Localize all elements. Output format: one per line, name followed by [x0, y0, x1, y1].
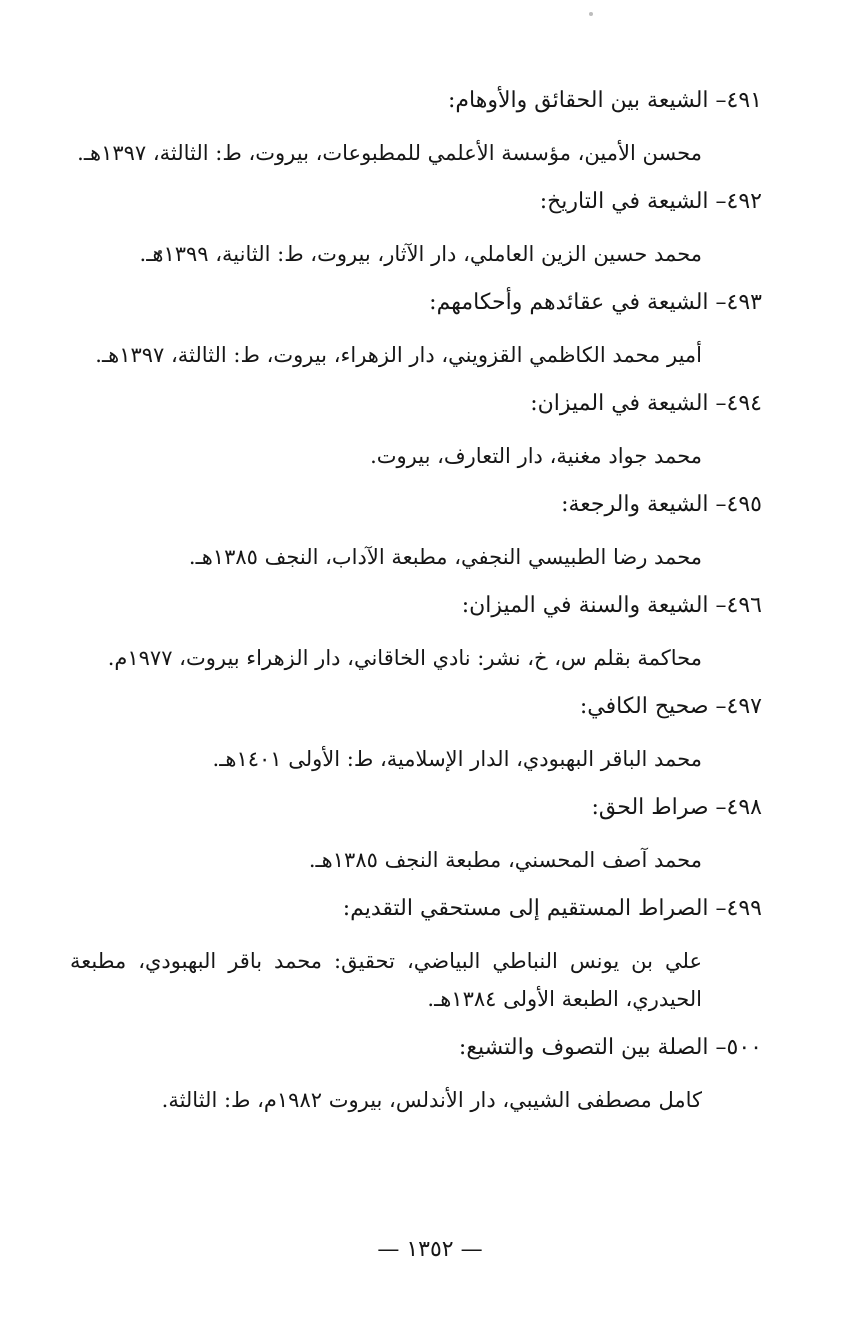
entry-number: ٤٩٥–	[715, 492, 762, 517]
entry-title: الشيعة والرجعة:	[561, 492, 709, 517]
entry-number: ٤٩٣–	[715, 290, 762, 315]
entry-heading	[70, 587, 762, 625]
entry-title: الشيعة في عقائدهم وأحكامهم:	[429, 290, 709, 315]
entry-detail: محسن الأمين، مؤسسة الأعلمي للمطبوعات، بيروت، ط: الثالثة، ١٣٩٧هـ.	[77, 141, 702, 165]
entry-detail: محمد حسين الزين العاملي، دار الآثار، بيروت، ط: الثانية، ١٣٩٩هـ.	[139, 242, 702, 266]
bibliography-entry	[70, 890, 760, 1018]
entry-detail: كامل مصطفى الشيبي، دار الأندلس، بيروت ١٩٨٢م، ط: الثالثة.	[161, 1088, 702, 1112]
bibliography-entry	[70, 385, 760, 475]
bibliography-entry	[70, 82, 760, 172]
entry-number: ٤٩٨–	[715, 795, 762, 820]
bibliography-entry	[70, 688, 760, 778]
entry-number: ٤٩١–	[715, 88, 762, 113]
entry-detail: محمد الباقر البهبودي، الدار الإسلامية، ط: الأولى ١٤٠١هـ.	[212, 747, 702, 771]
entry-title: الصراط المستقيم إلى مستحقي التقديم:	[342, 896, 709, 921]
entry-number: ٤٩٢–	[715, 189, 762, 214]
entry-heading	[70, 82, 762, 120]
bibliography-list	[70, 82, 760, 1130]
entry-heading	[70, 789, 762, 827]
entry-number: ٥٠٠–	[715, 1035, 762, 1060]
bibliography-entry	[70, 486, 760, 576]
entry-heading	[70, 385, 762, 423]
entry-heading	[70, 183, 762, 221]
entry-title: الشيعة في الميزان:	[530, 391, 709, 416]
bibliography-entry	[70, 587, 760, 677]
entry-title: الشيعة والسنة في الميزان:	[461, 593, 709, 618]
entry-title: صحيح الكافي:	[579, 694, 709, 719]
entry-number: ٤٩٩–	[715, 896, 762, 921]
bibliography-entry	[70, 284, 760, 374]
bibliography-entry	[70, 183, 760, 273]
bibliography-entry	[70, 1029, 760, 1119]
entry-title: الشيعة بين الحقائق والأوهام:	[448, 88, 709, 113]
entry-detail: علي بن يونس النباطي البياضي، تحقيق: محمد باقر البهبودي، مطبعة الحيدري، الطبعة الأولى ١٣٨٤هـ.	[70, 949, 702, 1011]
entry-number: ٤٩٤–	[715, 391, 762, 416]
entry-detail: محمد آصف المحسني، مطبعة النجف ١٣٨٥هـ.	[308, 848, 702, 872]
page-number: — ١٣٥٢ —	[377, 1237, 483, 1262]
entry-heading	[70, 284, 762, 322]
entry-heading	[70, 486, 762, 524]
entry-title: الصلة بين التصوف والتشيع:	[458, 1035, 709, 1060]
entry-number: ٤٩٧–	[715, 694, 762, 719]
entry-heading	[70, 688, 762, 726]
entry-number: ٤٩٦–	[715, 593, 762, 618]
bibliography-entry	[70, 789, 760, 879]
entry-heading	[70, 890, 762, 928]
entry-title: صراط الحق:	[591, 795, 709, 820]
entry-title: الشيعة في التاريخ:	[539, 189, 709, 214]
entry-detail: أمير محمد الكاظمي القزويني، دار الزهراء، بيروت، ط: الثالثة، ١٣٩٧هـ.	[95, 343, 702, 367]
entry-detail: محمد جواد مغنية، دار التعارف، بيروت.	[370, 444, 702, 468]
scan-speck	[589, 12, 593, 16]
entry-heading	[70, 1029, 762, 1067]
entry-detail: محمد رضا الطبيسي النجفي، مطبعة الآداب، النجف ١٣٨٥هـ.	[188, 545, 702, 569]
entry-detail: محاكمة بقلم س، خ، نشر: نادي الخاقاني، دار الزهراء بيروت، ١٩٧٧م.	[107, 646, 702, 670]
